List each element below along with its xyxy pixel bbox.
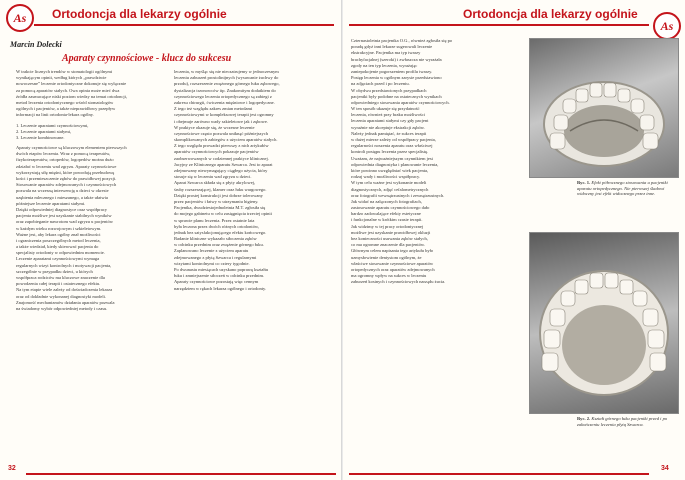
text-line: na zdjęciach przed i po leczeniu. [351,81,410,87]
text-line: Z tego też względu zakres zmian metodami [174,106,253,112]
text-line: regularności noszenia aparatu oraz właściwej [351,143,433,149]
text-line: oraz fotografii wewnątrzustnych i zewnątrzustnych. [351,192,445,198]
text-line: metod leczenia ortodontycznego wśród stomatologów [16,99,114,105]
article-title: Aparaty czynnościowe - klucz do sukcesu [62,53,232,64]
text-line: leczeniu zaburzeń prostolinijnych (wysuwanie żuchwy do [174,75,279,81]
text-line: późniejsze leczenie aparatami stałymi. [16,200,86,206]
text-line: Należy jednak pamiętać, że sukces terapii [351,130,427,136]
text-line: diagnostycznych, zdjęć cefalometrycznych [351,186,429,192]
text-line: Czternastoletnia pacjentka O.G., również zgłosiła się po [351,38,453,43]
figure-2-caption [577,416,677,427]
right-page [343,0,685,480]
text-line: kontroli postępu leczenia przez specjalistę. [351,149,429,155]
logo-text-right: As [660,19,674,33]
text-line: Aparat Szwarca składa się z płyty akrylowej, [174,180,256,186]
text-line: rodzaj wady i możliwości współpracy. [351,174,421,180]
text-line: i obejmuje zarówno wady szkieletowe jak i zębowe. [174,118,268,124]
text-line: w sprawie planu leczenia. Przez ostatnie lata [174,217,255,223]
text-line: Badanie kliniczne wykazało stłoczenia zębów [174,236,257,242]
text-line: Postęp leczenia w ogólnym zarysie przedstawiono [351,75,442,81]
text-line: które powinno uwzględniać wiek pacjenta, [351,167,429,173]
running-header-title-right: Ortodoncja dla lekarzy ogólnie [463,7,638,21]
text-line: w dużej mierze zależy od współpracy pacjenta, [351,137,436,142]
text-line: regularnych wizyt kontrolnych i motywacji pacjenta, [16,262,112,268]
text-line: W obydwu przedstawionych przypadkach [351,87,427,93]
text-line: pozwala na wczesną interwencję u dzieci w okresie [16,188,109,194]
text-line: zdziałać w leczeniu wad zgryzu. Aparaty czynnościowe [16,163,117,169]
text-line: Pacjentka, dwudziestojednoletnia M.T. zgłosiła się [174,205,266,211]
text-line: Na tym etapie wiele zależy od doświadczenia lekarza [16,287,113,293]
journal-logo [6,4,34,32]
text-line: łuku i zmniejszenie stłoczeń w odcinku przednim. [174,273,265,279]
text-line: odpowiedniego stosowania aparatów czynnościowych. [351,99,450,105]
text-line: fizykoterapeutów, ortopedów, logopedów można dużo [16,157,114,163]
text-line: stosuje się w leczeniu wad zgryzu u dzieci. [174,174,252,180]
text-line: źródła zasmucające niski poziom wiedzy na temat ortodoncji, [16,93,127,99]
text-line: poradę gdyż inni lekarze sugerowali leczenie [351,44,433,50]
text-line: możliwe jest uzyskanie prawidłowej okluzji [351,229,431,235]
text-line: 2. Leczenie aparatami stałymi, [16,128,72,134]
text-line: i ograniczenia poszczególnych metod leczenia, [16,237,101,243]
text-line: Jak widać na załączonych fotografiach, [351,198,422,204]
text-line: oraz zapobieganie nawrotom wad zgryzu u pacjentów [16,219,113,225]
text-line: dystalizacja trzonowców itp. Znakomitym dodatkiem do [174,87,276,93]
text-line: W trakcie licznych trendów w stomatologii ogólnymi [16,69,113,74]
text-line: była leczona przez dwóch różnych ortodontów, [174,223,259,229]
left-column-1 [16,69,164,459]
text-line: za pomocą aparatów stałych. Owa opinia może mieć dwa [16,87,120,93]
text-line: 1. Leczenie aparatami czynnościowymi, [16,122,89,128]
text-line: do mojego gabinetu w celu zasięgnięcia trzeciej opinii [174,211,272,217]
header-rule [34,24,334,26]
text-line: a także wiedział, kiedy skierować pacjenta do [16,244,99,250]
article-author: Marcin Dolecki [10,40,62,49]
text-line: czynnościowego leczenia ortopedycznego są zabiegi z [174,93,272,99]
text-line: W tym celu ważne jest wykonanie modeli [351,180,427,186]
text-line: powodzenia całej terapii i ostatecznego efektu. [16,281,101,287]
text-line: odpowiednia diagnostyka i planowanie leczenia, [351,161,439,167]
text-line: Głównym celem napisania tego artykułu było [351,248,434,254]
text-line: właściwe stosowanie czynnościowe aparatów [351,260,434,266]
text-line: co ma ogromne znaczenie dla pacjentów. [351,242,425,248]
figure-2-dental-arch-photo [529,232,679,414]
text-line: nowoczesne” leczenie ortodontyczne dokonuje się wyłącznie [16,81,127,87]
text-line: Po dwunastu miesiącach uzyskano poprawę kształtu [174,267,269,272]
text-line: śruby rozszerzającej, klamer oraz łuku wargowego. [174,186,267,192]
figure-2-label: Ryc. 2. [577,416,591,421]
text-line: zaobserwowanych w codziennej praktyce klinicznej. [174,155,269,161]
text-line: zaniepokojenie pogorszeniem profilu twarzy. [351,68,433,74]
running-header-title: Ortodoncja dla lekarzy ogólnie [52,7,227,21]
figure-1-caption [577,180,677,197]
text-line: czynnościowymi w kompleksowej terapii jest ogromny [174,112,274,118]
text-line: Uważam, że najważniejszym czynnikiem jest [351,155,433,161]
text-line: kości i przemieszczenie zębów do prawidłowej pozycji. [16,176,117,181]
text-line: na świadomy wybór odpowiedniej metody i czasu. [16,305,108,311]
text-line: Znajomość mechanizmów działania aparatów pozwala [16,299,115,305]
text-line: 3. Leczenie kombinowane. [16,134,65,140]
text-line: ogólnych i pacjentów, a także nieprawidłowy przepływ [16,106,116,112]
journal-logo-right [653,12,681,40]
text-line: zastosowanie aparatu czynnościowego dało [351,205,430,211]
text-line: jednak bez satysfakcjonującego efektu końcowego. [174,229,267,235]
text-line: leczenia aparatami stałymi czy gdy pacjent [351,118,429,124]
figure-1-dental-cast-photo [529,38,679,178]
text-line: Aparaty czynnościowe pozostają więc cennym [174,279,259,285]
text-line: Dzięki odpowiedniej diagnostyce oraz współpracy [16,206,107,212]
text-line: oraz od dokładnie wykonanej diagnostyki modeli. [16,293,106,299]
text-line: W praktyce okazuje się, że wczesne leczenie [174,124,255,130]
text-line: Jacyjny ze Klinicznego aparatu Szwarca. Jest to aparat [174,161,273,167]
text-line: W ten sposób ukazuje się przydatność [351,106,420,112]
text-line: w odcinku przednim oraz zwężenie górnego łuku. [174,242,264,248]
text-line: przez pacjentów i łatwy w utrzymaniu higieny. [174,198,259,204]
text-line: bardzo zadowalające efekty estetyczne [351,211,421,217]
footer-rule [26,473,336,475]
text-line: przodu), rozszerzenie zwężonego górnego łuku zębowego, [174,81,280,87]
text-line: wyraźnie nie akceptuje ekstrakcji zębów. [351,124,425,130]
text-line: Jak widzimy w tej pracy ortodontycznej [351,223,424,229]
text-line: skomplikowanych zabiegów z użyciem aparatów stałych. [174,137,278,143]
text-line: specjalisty ortodonty w odpowiednim momencie. [16,250,105,256]
text-line: wynikającym opinii, według których „prawdziwie [16,75,107,81]
text-line: czynnościowe często pozwala uniknąć późniejszych [174,130,268,136]
text-line: wizytami kontrolnymi co cztery tygodnie. [174,260,250,266]
text-line: Zaplanowano leczenie z użyciem aparatu [174,248,249,254]
text-line: wykorzystują siłę mięśni, które powodują przebudowę [16,169,115,175]
text-line: bez konieczności usuwania zębów stałych, [351,236,428,241]
text-line: narzędziem w rękach lekarza ogólnego i ortodonty. [174,285,267,291]
text-line: Z tego względu prowadzi pierwszy z nich artykułów [174,143,269,149]
text-line: uzmysłowienie dentystom ogólnym, że [351,254,422,260]
footer-rule-right [349,473,649,475]
text-line: Dzięki prostej konstrukcji jest dobrze tolerowany [174,192,263,198]
text-line: Aparaty czynnościowe są kluczowym elementem pierwszych [16,145,127,151]
left-page [0,0,342,480]
text-line: pacjenta możliwe jest uzyskanie stabilnych wyników [16,213,112,219]
text-line: uzębienia mlecznego i mieszanego, a także ułatwia [16,194,108,200]
logo-text: As [13,11,27,25]
page-number-right: 34 [661,465,669,472]
figure-1-label: Ryc. 1. [577,180,591,185]
text-line: leczenia, w myśląc się nie nieczatrujemy w jednoczesnym [174,69,279,74]
text-line: i funkcjonalne w krótkim czasie terapii. [351,217,423,223]
text-line: szczególnie w przypadku dzieci, u których [16,268,93,274]
text-line: Leczenie aparatami czynnościowymi wymaga [16,256,100,262]
text-line: ma ogromny wpływ na sukces w leczeniu [351,273,427,279]
right-column-text [351,38,521,468]
text-line: zaburzeń kostnych i czynnościowych narządu żucia. [351,279,446,285]
header-rule-right [349,24,649,26]
text-line: aparatów czynnościowych pokazuje pacjentów [174,149,259,155]
text-line: zakresu chirurgii, ćwiczenia mięśniowe i logopedyczne. [174,99,275,105]
left-column-2 [174,69,326,459]
text-line: ortopedycznych oraz aparatów zdejmowanych [351,266,435,272]
text-line: Ważne jest, aby lekarz ogólny znał możliwości [16,231,101,237]
text-line: w każdym wieku rozwojowym i szkieletowym. [16,225,102,231]
text-line: leczenia, również przy braku możliwości [351,112,425,118]
text-line: ekstrakcyjne. Pacjentka ma typ twarzy [351,50,421,56]
text-line: współpraca rodziców ma kluczowe znaczenie dla [16,275,105,280]
text-line: zgody na ten typ leczenia, wyrażając [351,62,418,68]
text-line: informacji na linii ortodonta-lekarz ogólny. [16,112,94,118]
text-line: zdejmowanego z płytą Szwarca i regularnymi [174,254,257,260]
text-line: dwóch etapów leczenia. Wraz z pomocą terapeutów, [16,151,111,157]
page-number-left: 32 [8,465,16,472]
text-line: Stosowanie aparatów zdejmowanych i czynnościowych [16,182,117,188]
figure-1-caption-text: Efekt półrocznego stosowania u pacjentki aparatu ortopedycznego. Nie pierwszej śladowi widoczny jest efekt widocznego przez inne. [577,180,668,197]
text-line: pacjentki były podobne na ostatecznych wynikach [351,93,442,99]
text-line: brachyfacjalnej (szeroki) i zwłaszcza nie wyrażała [351,56,442,62]
text-line: zdejmowany niewymagający ciągłego użycia, który [174,168,268,173]
figure-2-caption-text: Kształt górnego łuku pacjentki przed i po zakończeniu leczenia płytą Szwarca. [577,416,668,427]
